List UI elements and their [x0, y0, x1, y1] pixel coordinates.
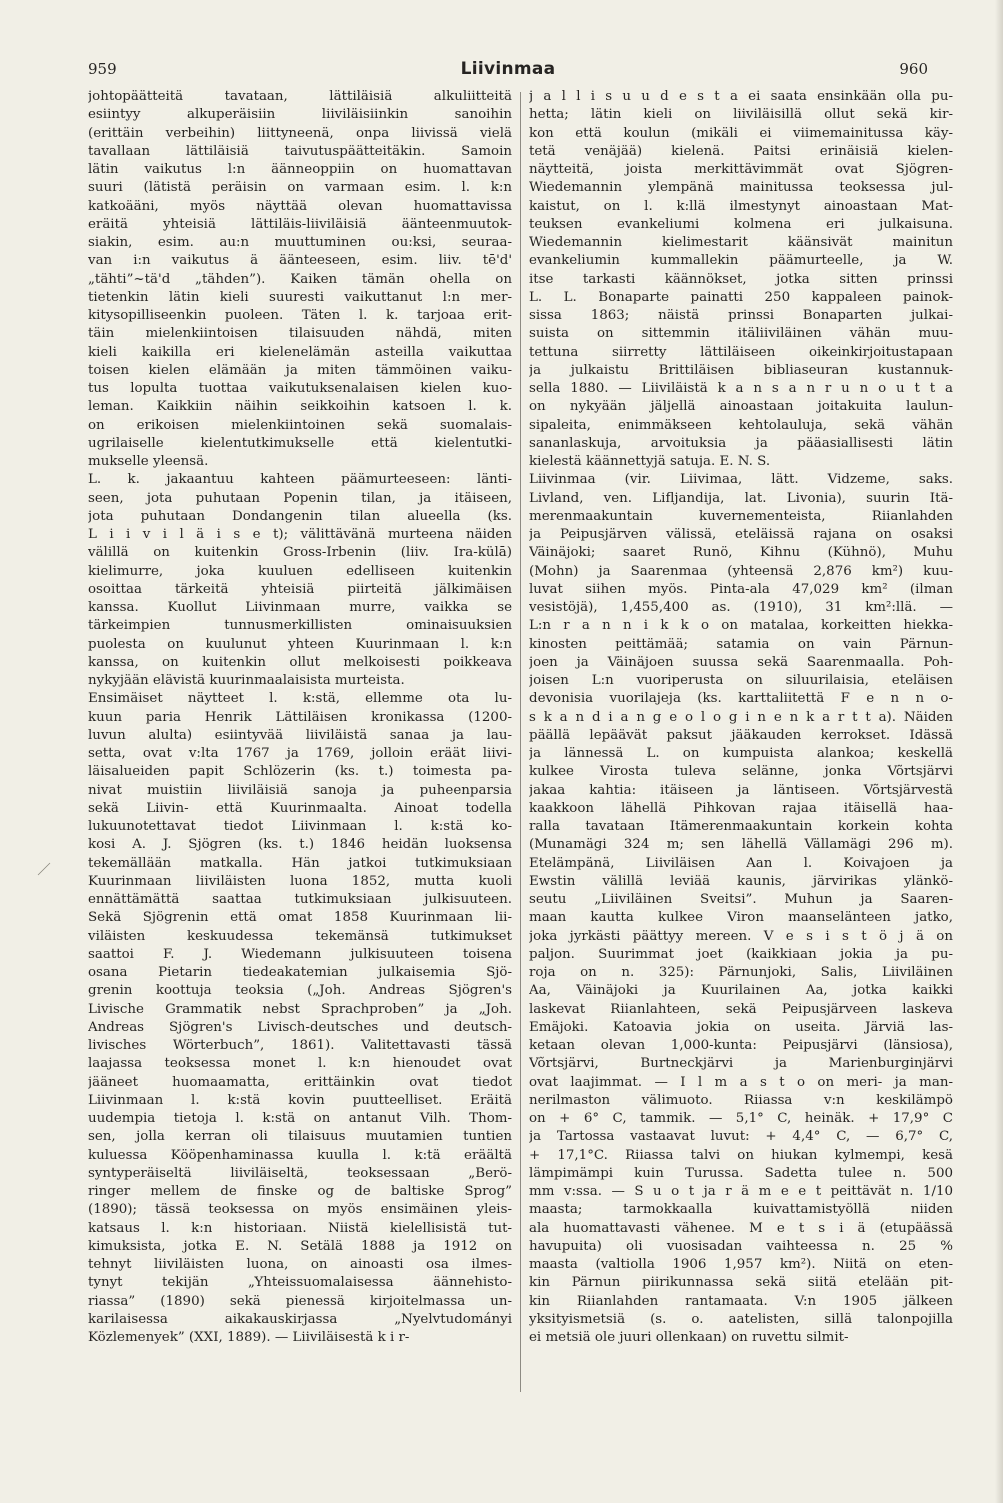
text-line: tärkeimpien tunnusmerkillisten ominaisuuksien — [88, 618, 512, 634]
text-line: ovat laajimmat. — I l m a s t o on meri- ja man- — [529, 1074, 953, 1090]
text-line: luvat siihen myös. Pinta-ala 47,029 km² (ilman — [529, 581, 953, 597]
text-line: on nykyään jäljellä ainoastaan joitakuita laulun- — [529, 399, 953, 415]
text-line: mm v:ssa. — S u o t ja r ä m e e t peittävät n. 1/10 — [529, 1184, 953, 1199]
text-line: kitysopilliseenkin puoleen. Täten l. k. tarjoaa erit- — [88, 308, 512, 323]
text-line: Ewstin välillä leviää kaunis, järvirikas ylänkö- — [529, 873, 953, 889]
text-line: mukselle yleensä. — [88, 454, 209, 469]
text-line: Liivinmaan l. k:stä kovin puutteelliset. Eräitä — [88, 1092, 512, 1108]
text-line: uudempia tietoja l. k:stä on antanut Vilh. Thom- — [88, 1111, 512, 1126]
text-line: eräitä yhteisiä lättiläis-liiviläisiä äänteenmuutok- — [88, 216, 512, 232]
text-line: jota puhutaan Dondangenin tilan alueella (ks. — [88, 508, 512, 524]
text-line: grenin koottuja teoksia („Joh. Andreas Sjögren's — [88, 983, 512, 999]
text-line: Livland, ven. Lifljandija, lat. Livonia), suurin Itä- — [529, 490, 953, 506]
text-line: kon että koulun (mikäli ei viimemainitussa käy- — [529, 125, 953, 141]
text-line: „tähti”~tä'd „tähden”). Kaiken tämän ohella on — [88, 271, 512, 287]
text-line: (1890); tässä teoksessa on myös ensimäinen yleis- — [88, 1202, 512, 1218]
text-line: sella 1880. — Liiviläistä k a n s a n r u n o u t t a — [529, 381, 953, 396]
text-line: seen, jota puhutaan Popenin tilan, ja itäiseen, — [88, 490, 512, 506]
text-line: ala huomattavasti vähenee. M e t s i ä (etupäässä — [529, 1220, 953, 1236]
text-line: Emäjoki. Katoavia jokia on useita. Järviä las- — [529, 1019, 953, 1035]
text-line: van i:n vaikutus ä äänteeseen, esim. liiv. tē'd' — [88, 253, 512, 269]
text-line: kaistut, on l. k:llä ilmestynyt ainoastaan Mat- — [529, 198, 953, 214]
text-line: riassa” (1890) sekä pienessä kirjoitelmassa un- — [88, 1293, 512, 1309]
text-line: siakin, esim. au:n muuttuminen ou:ksi, seuraa- — [88, 235, 512, 250]
text-line: (erittäin verbeihin) liittyneenä, onpa liivissä vielä — [88, 125, 512, 141]
text-line: roja on n. 325): Pärnunjoki, Salis, Liiviläinen — [529, 965, 953, 980]
text-line: Wiedemannin kielimestarit käänsivät mainitun — [529, 235, 953, 250]
text-line: (Mohn) ja Saarenmaa (yhteensä 2,876 km²) kuu- — [529, 563, 953, 579]
running-head-title: Liivinmaa — [460, 59, 556, 79]
text-line: lätin vaikutus l:n äänneoppiin on huomattavan — [88, 162, 512, 177]
text-line: nerilmaston välimuoto. Riiassa v:n keskilämpö — [529, 1092, 953, 1108]
text-line: L. k. jakaantuu kahteen päämurteeseen: länti- — [88, 472, 512, 488]
text-line: tus lopulta tuottaa vaikutuksenalaisen kielen kuo- — [88, 381, 512, 396]
text-line: johtopäätteitä tavataan, lättiläisiä alkuliitteitä — [88, 89, 512, 104]
text-line: kielimurre, joka kuuluen edelliseen kuitenkin — [88, 563, 512, 579]
text-line: puolesta on kuulunut yhteen Kuurinmaan l. k:n — [88, 636, 512, 652]
text-line: näytteitä, joista merkittävimmät ovat Sjögren- — [529, 162, 953, 177]
right-text-column — [529, 88, 953, 1347]
text-line: kieli kaikilla eri kielenelämän asteilla vaikuttaa — [88, 344, 512, 360]
text-line: ennättämättä saattaa tutkimuksiaan julkisuuteen. — [88, 892, 512, 907]
text-line: seutu „Liiviläinen Sveitsi”. Muhun ja Saaren- — [529, 892, 953, 907]
page-number-right: 960 — [899, 60, 928, 78]
text-line: joen ja Väinäjoen suussa sekä Saarenmaalla. Poh- — [529, 654, 953, 670]
text-line: läisalueiden papit Schlözerin (ks. t.) toimesta pa- — [88, 764, 512, 780]
text-line: tavallaan lättiläisiä taivutuspäätteitäkin. Samoin — [88, 143, 512, 159]
text-line: päällä lepäävät paksut jääkauden kerrokset. Idässä — [529, 727, 953, 743]
text-line: Ensimäiset näytteet l. k:stä, ellemme ota lu- — [88, 691, 512, 707]
text-line: Sekä Sjögrenin että omat 1858 Kuurinmaan lii- — [88, 910, 512, 926]
text-line: leman. Kaikkiin näihin seikkoihin katsoen l. k. — [88, 399, 512, 415]
text-line: maan kautta kulkee Viron maanselänteen jatko, — [529, 910, 953, 926]
text-line: jakaa kahtia: itäiseen ja läntiseen. Võrtsjärvestä — [529, 782, 953, 798]
text-line: Liivinmaa (vir. Liivimaa, lätt. Vidzeme, saks. — [529, 472, 953, 488]
pencil-mark-icon — [37, 862, 51, 876]
text-line: j a l l i s u u d e s t a ei saata ensinkään olla pu- — [529, 89, 953, 104]
text-line: lämpimämpi kuin Turussa. Sadetta tulee n. 500 — [529, 1165, 953, 1181]
text-line: kuun paria Henrik Lättiläisen kronikassa (1200- — [88, 709, 512, 725]
text-line: sananlaskuja, arvoituksia ja pääasiallisesti lätin — [529, 435, 953, 451]
left-text-column — [88, 88, 512, 1347]
text-line: katsaus l. k:n historiaan. Niistä kielellisistä tut- — [88, 1220, 512, 1236]
text-line: ja Tartossa vastaavat luvut: + 4,4° C, — 6,7° C, — [529, 1129, 953, 1145]
text-line: sekä Liivin- että Kuurinmaalta. Ainoat todella — [88, 800, 512, 816]
text-line: suuri (lätistä peräisin on varmaan esim. l. k:n — [88, 180, 512, 196]
text-line: ringer mellem de finske og de baltiske Sprog” — [88, 1184, 512, 1199]
text-line: joisen L:n vuoriperusta on siluurilaisia, eteläisen — [529, 673, 953, 688]
column-divider — [520, 92, 521, 1392]
text-line: kaakkoon lähellä Pihkovan rajaa itäisellä haa- — [529, 800, 953, 816]
text-line: kimuksista, jotka E. N. Setälä 1888 ja 1912 on — [88, 1238, 512, 1254]
text-line: karilaisessa aikakauskirjassa „Nyelvtudományi — [88, 1311, 512, 1327]
text-line: sen, jolla kerran oli tilaisuus muutamien tuntien — [88, 1129, 512, 1145]
text-line: + 17,1°C. Riiassa talvi on hiukan kylmempi, kesä — [529, 1147, 953, 1163]
text-line: Közlemenyek” (XXI, 1889). — Liiviläisestä k i r- — [88, 1330, 410, 1345]
text-line: on + 6° C, tammik. — 5,1° C, heinäk. + 17,9° C — [529, 1111, 953, 1126]
text-line: tekemällään matkalla. Hän jatkoi tutkimuksiaan — [88, 855, 512, 871]
text-line: kulkee Virosta tuleva selänne, jonka Võrtsjärvi — [529, 764, 953, 780]
text-line: havupuita) oli vuosisadan vaihteessa n. 25 % — [529, 1238, 953, 1254]
text-line: sissa 1863; näistä prinssi Bonaparten julkai- — [529, 308, 953, 323]
text-line: paljon. Suurimmat joet (kaikkiaan jokia ja pu- — [529, 946, 953, 962]
text-line: syntyperäiseltä liiviläiseltä, teoksessaan „Berö- — [88, 1165, 512, 1181]
text-line: evankeliumin kummallekin päämurteelle, ja W. — [529, 253, 953, 269]
text-line: katkoääni, myös näyttää olevan huomattavissa — [88, 198, 512, 214]
text-line: Kuurinmaan liiviläisten luona 1852, mutta kuoli — [88, 873, 512, 889]
text-line: täin mielenkiintoisen tilaisuuden nähdä, miten — [88, 326, 512, 342]
text-line: teuksen evankeliumi kolmena eri julkaisuna. — [529, 216, 953, 232]
text-line: Livische Grammatik nebst Sprachproben” ja „Joh. — [88, 1001, 512, 1017]
text-line: L i i v i l ä i s e t); välittävänä murteena näiden — [88, 527, 512, 542]
text-line: laskevat Riianlahteen, sekä Peipusjärveen laskeva — [529, 1001, 953, 1017]
text-line: osana Pietarin tiedeakatemian julkaisemia Sjö- — [88, 965, 512, 980]
text-line: kin Pärnun piirikunnassa sekä siitä etelään pit- — [529, 1275, 953, 1291]
text-line: on erikoisen mielenkiintoinen sekä suomalais- — [88, 417, 512, 433]
text-line: joka jyrkästi päättyy mereen. V e s i s t ö j ä on — [529, 928, 953, 944]
text-line: välillä on kuitenkin Gross-Irbenin (liiv. Ira-külā) — [88, 545, 512, 561]
text-line: ralla tavataan Itämerenmaakuntain korkein kohta — [529, 819, 953, 834]
text-line: osoittaa tärkeitä yhteisiä piirteitä jälkimäisen — [88, 581, 512, 597]
text-line: nivat muistiin liiviläisiä sanoja ja puheenparsia — [88, 782, 512, 798]
text-line: Väinäjoki; saaret Runö, Kihnu (Kühnö), Muhu — [529, 545, 953, 561]
text-line: ja lännessä L. on kumpuista alankoa; keskellä — [529, 746, 953, 761]
text-line: L:n r a n n i k k o on matalaa, korkeitten hiekka- — [529, 618, 953, 634]
text-line: vesistöjä), 1,455,400 as. (1910), 31 km²:llä. — — [529, 600, 953, 615]
text-line: lukuunotettavat tiedot Liivinmaan l. k:stä ko- — [88, 819, 512, 834]
text-line: maasta (valtiolla 1906 1,957 km²). Niitä on eten- — [529, 1257, 953, 1272]
text-line: ja julkaistu Brittiläisen bibliaseuran kustannuk- — [529, 362, 953, 378]
text-line: itse tarkasti käännökset, jotka sitten prinssi — [529, 271, 953, 287]
text-line: ei metsiä ole juuri ollenkaan) on ruvettu silmit- — [529, 1330, 849, 1345]
text-line: luvun alulta) esiintyvää liiviläistä sanaa ja lau- — [88, 727, 512, 743]
text-line: kielestä käännettyjä satuja. E. N. S. — [529, 454, 771, 469]
text-line: Etelämpänä, Liiviläisen Aan l. Koivajoen ja — [529, 855, 953, 871]
text-line: tynyt tekijän „Yhteissuomalaisessa äännehisto- — [88, 1275, 512, 1291]
text-line: s k a n d i a n g e o l o g i n e n k a r t t a). Näiden — [529, 709, 953, 725]
text-line: yksityismetsiä (s. o. aatelisten, sillä talonpojilla — [529, 1311, 953, 1327]
text-line: livisches Wörterbuch”, 1861). Valitettavasti tässä — [88, 1038, 512, 1053]
text-line: tehnyt liiviläisten luona, on ainoasti osa ilmes- — [88, 1257, 512, 1272]
text-line: merenmaakuntain kuvernementeista, Riianlahden — [529, 508, 953, 524]
text-line: kosi A. J. Sjögren (ks. t.) 1846 heidän luoksensa — [88, 837, 512, 853]
text-line: suista on sittemmin itäliiviläinen vähän muu- — [529, 326, 953, 342]
text-line: kinosten peittämää; satamia on vain Pärnun- — [529, 636, 953, 652]
text-line: hetta; lätin kieli on liiviläisillä ollut sekä kir- — [529, 107, 953, 123]
text-line: viläisten keskuudessa tekemänsä tutkimukset — [88, 928, 512, 944]
text-line: Andreas Sjögren's Livisch-deutsches und deutsch- — [88, 1019, 512, 1035]
text-line: L. L. Bonaparte painatti 250 kappaleen painok- — [529, 289, 953, 305]
text-line: tetä venäjää) kielenä. Paitsi erinäisiä kielen- — [529, 143, 953, 159]
text-line: saattoi F. J. Wiedemann julkisuuteen toisena — [88, 946, 512, 962]
text-line: Wiedemannin ylempänä mainitussa teoksessa jul- — [529, 180, 953, 196]
page-number-left: 959 — [88, 60, 117, 78]
text-line: ugrilaiselle kielentutkimukselle että kielentutki- — [88, 435, 512, 451]
text-line: Võrtsjärvi, Burtneckjärvi ja Marienburginjärvi — [529, 1056, 953, 1072]
text-line: (Munamägi 324 m; sen lähellä Vällamägi 296 m). — [529, 837, 953, 853]
page-header — [88, 60, 928, 84]
text-line: esiintyy alkuperäisiin liiviläisiinkin sanoihin — [88, 107, 512, 123]
text-line: jääneet huomaamatta, erittäinkin ovat tiedot — [88, 1074, 512, 1090]
text-line: toisen kielen elämään ja miten tämmöinen vaiku- — [88, 362, 512, 378]
text-line: kin Riianlahden rantamaata. V:n 1905 jälkeen — [529, 1293, 953, 1309]
text-line: maasta; tarmokkaalla kuivattamistyöllä niiden — [529, 1202, 953, 1218]
text-line: Aa, Väinäjoki ja Kuurilainen Aa, jotka kaikki — [529, 983, 953, 999]
text-line: ketaan olevan 1,000-kunta: Peipusjärvi (länsiosa), — [529, 1038, 953, 1053]
text-line: sipaleita, enimmäkseen kehtolauluja, sekä vähän — [529, 417, 953, 433]
text-line: kuluessa Kööpenhaminassa kuulla l. k:tä eräältä — [88, 1147, 512, 1163]
text-line: laajassa teoksessa monet l. k:n hienoudet ovat — [88, 1056, 512, 1072]
text-line: ja Peipusjärven välissä, eteläissä rajana on osaksi — [529, 527, 953, 542]
text-line: nykyjään elävistä kuurinmaalaisista murteista. — [88, 673, 405, 688]
text-line: devonisia vuorilajeja (ks. karttaliitettä F e n n o- — [529, 691, 953, 707]
text-line: tietenkin lätin kieli suuresti vaikuttanut l:n mer- — [88, 289, 512, 305]
text-line: kanssa. Kuollut Liivinmaan murre, vaikka se — [88, 600, 512, 615]
text-line: setta, ovat v:lta 1767 ja 1769, jolloin eräät liivi- — [88, 746, 512, 761]
page-edge-shadow — [995, 0, 1003, 1503]
text-line: tettuna siirretty lättiläiseen oikeinkirjoitustapaan — [529, 344, 953, 360]
text-line: kanssa, on kuitenkin ollut melkoisesti poikkeava — [88, 654, 512, 670]
